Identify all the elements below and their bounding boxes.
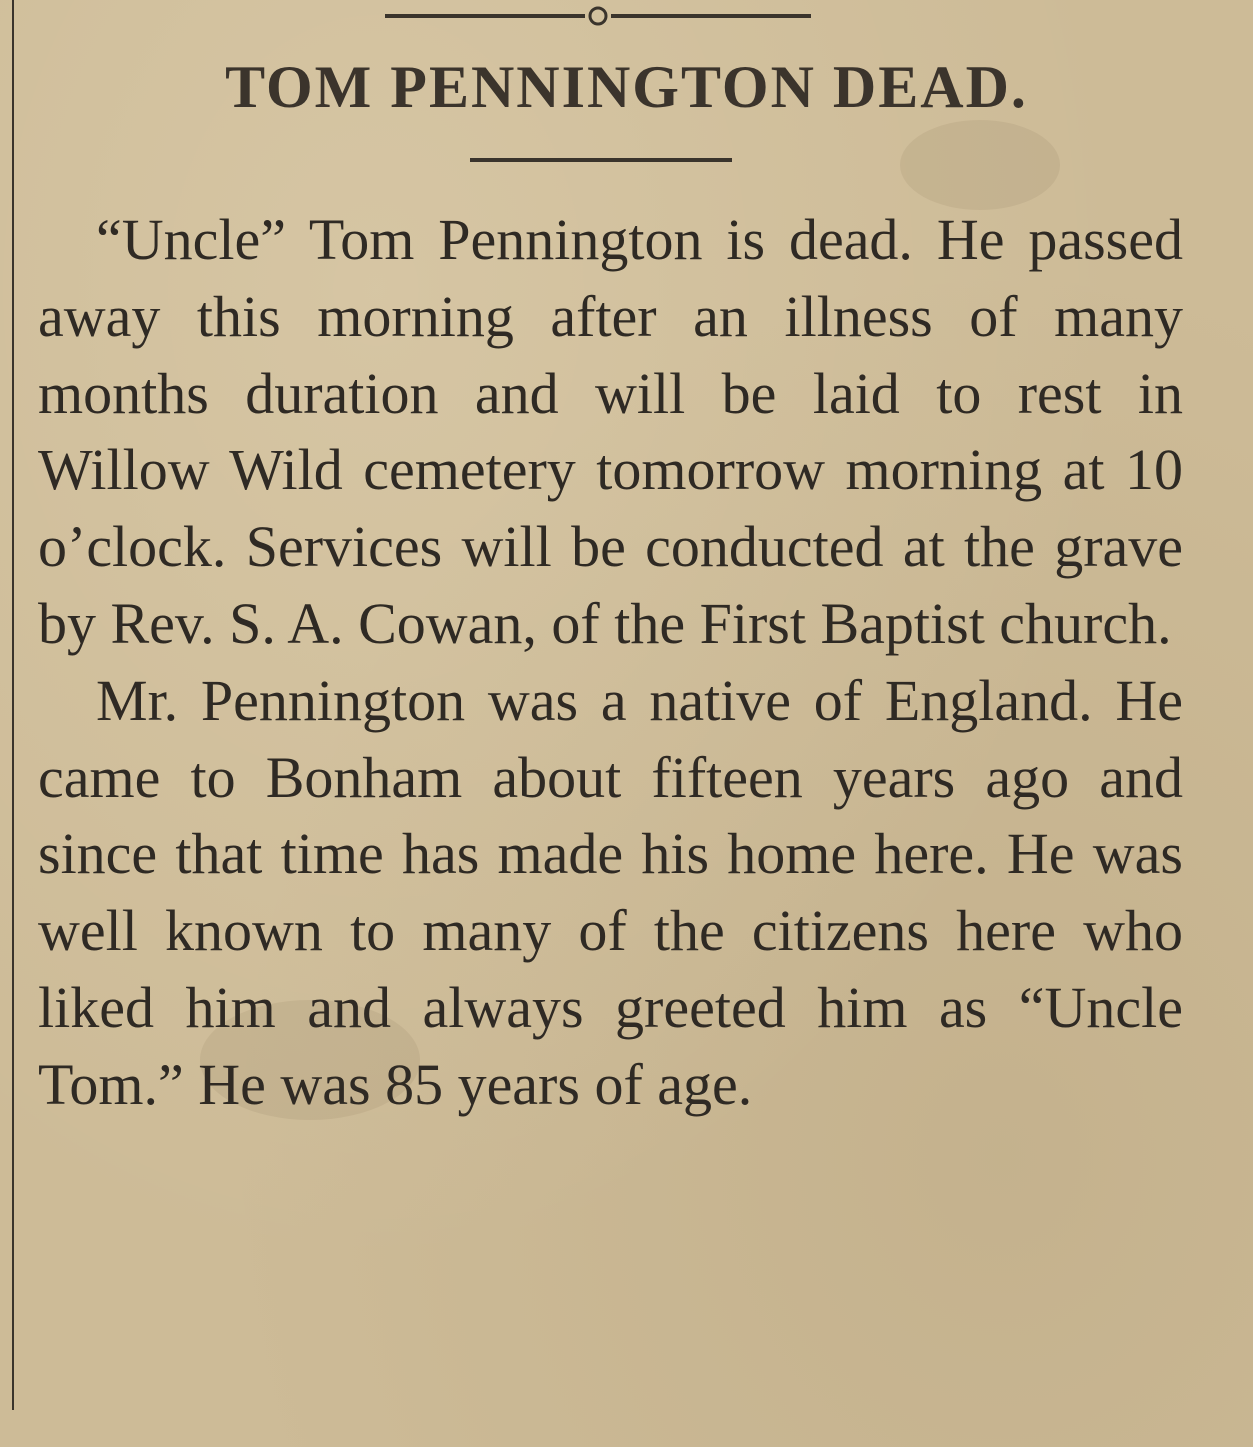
ornament-rule: [385, 6, 811, 26]
headline: TOM PENNINGTON DEAD.: [225, 54, 1028, 120]
article-body: [38, 202, 1183, 1124]
article-paragraph-2: Mr. Pennington was a native of England. He came to Bonham about fifteen years ago and since that time has made his home here. He was well known to many of the citizens here who liked him and always greeted him as “Uncle Tom.” He was 85 years of age.: [38, 667, 1183, 1117]
paper-stain: [900, 120, 1060, 210]
article-paragraph-1: “Uncle” Tom Pennington is dead. He passed away this morning after an illness of many months duration and will be laid to rest in Willow Wild cemetery tomorrow morning at 10 o’clock. Services will be conducted at the grave by Rev. S. A. Cowan, of the First Baptist church.: [38, 207, 1183, 656]
column-rule: [12, 0, 14, 1410]
headline-rule: [470, 158, 732, 162]
